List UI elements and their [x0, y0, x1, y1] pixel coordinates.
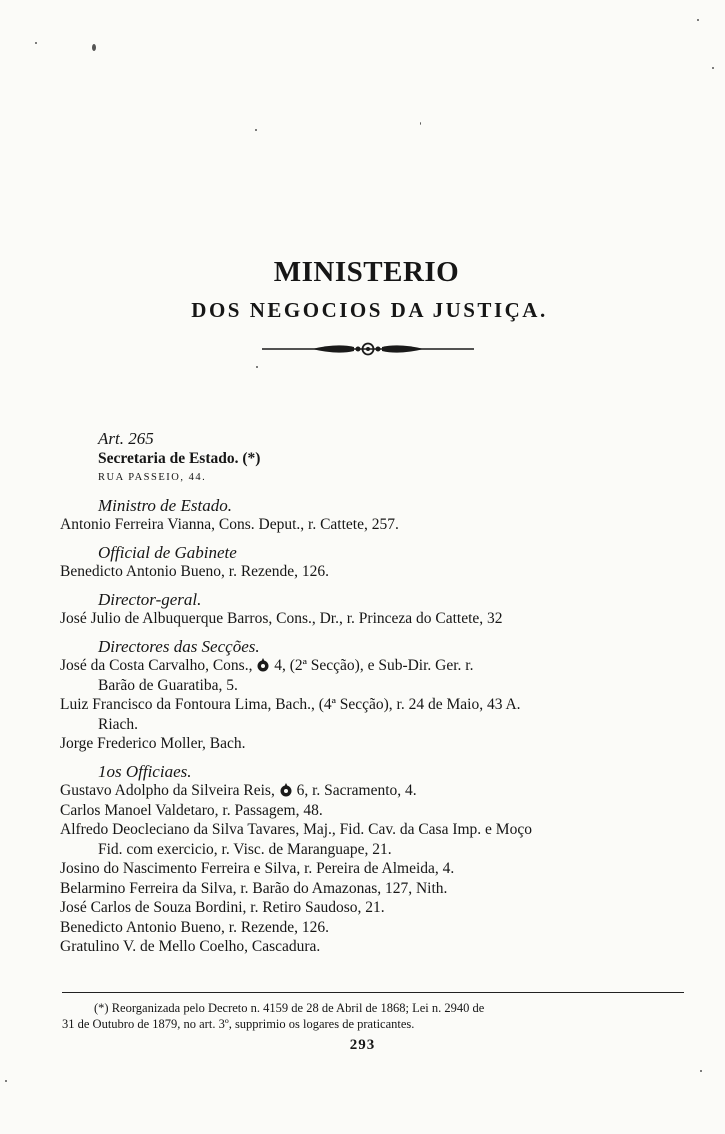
footnote-line: 31 de Outubro de 1879, no art. 3º, supprimio os logares de praticantes. — [62, 1017, 415, 1031]
article-number: Art. 265 — [98, 429, 154, 448]
ministry-title: MINISTERIO — [273, 256, 460, 288]
ornamental-rule-icon — [262, 341, 474, 357]
section-title: Ministro de Estado. — [98, 495, 232, 515]
list-item: Benedicto Antonio Bueno, r. Rezende, 126. — [60, 563, 330, 580]
ministry-subtitle: DOS NEGOCIOS DA JUSTIÇA. — [191, 298, 548, 322]
secretaria-heading: Secretaria de Estado. (*) — [98, 449, 261, 467]
list-item: Benedicto Antonio Bueno, r. Rezende, 126. — [60, 918, 330, 936]
list-item: Barão de Guaratiba, 5. — [98, 676, 238, 694]
list-item: Belarmino Ferreira da Silva, r. Barão do Amazonas, 127, Nith. — [60, 879, 448, 897]
list-item: José Carlos de Souza Bordini, r. Retiro Saudoso, 21. — [60, 899, 385, 916]
list-item: Fid. com exercicio, r. Visc. de Maranguape, 21. — [98, 840, 392, 858]
section-title: Official de Gabinete — [98, 542, 237, 562]
list-item: Alfredo Deocleciano da Silva Tavares, Maj., Fid. Cav. da Casa Imp. e Moço — [60, 821, 532, 838]
list-item: Josino do Nascimento Ferreira e Silva, r. Pereira de Almeida, 4. — [60, 860, 455, 877]
list-item: José Julio de Albuquerque Barros, Cons., Dr., r. Princeza do Cattete, 32 — [60, 610, 503, 627]
section-title: 1os Officiaes. — [98, 761, 192, 781]
list-item: José da Costa Carvalho, Cons., 4, (2ª Secção), e Sub-Dir. Ger. r. — [60, 657, 474, 674]
page-number: 293 — [349, 1037, 376, 1053]
list-item: Carlos Manoel Valdetaro, r. Passagem, 48. — [60, 801, 323, 819]
list-item: Antonio Ferreira Vianna, Cons. Deput., r. Cattete, 257. — [60, 516, 399, 533]
footnote-line: (*) Reorganizada pelo Decreto n. 4159 de 28 de Abril de 1868; Lei n. 2940 de — [94, 1001, 485, 1015]
footnote — [62, 1000, 687, 1032]
list-item: Riach. — [98, 715, 139, 733]
order-star-icon — [256, 658, 270, 672]
body-text — [60, 429, 690, 957]
list-item: Gratulino V. de Mello Coelho, Cascadura. — [60, 938, 321, 955]
section-title: Director-geral. — [98, 589, 202, 609]
list-item: Luiz Francisco da Fontoura Lima, Bach., (4ª Secção), r. 24 de Maio, 43 A. — [60, 696, 521, 713]
list-item: Jorge Frederico Moller, Bach. — [60, 735, 246, 752]
section-title: Directores das Secções. — [98, 636, 260, 656]
address-line: RUA PASSEIO, 44. — [98, 472, 207, 483]
list-item: Gustavo Adolpho da Silveira Reis, 6, r. Sacramento, 4. — [60, 782, 417, 799]
footnote-divider — [62, 992, 684, 993]
order-star-icon — [279, 783, 293, 797]
